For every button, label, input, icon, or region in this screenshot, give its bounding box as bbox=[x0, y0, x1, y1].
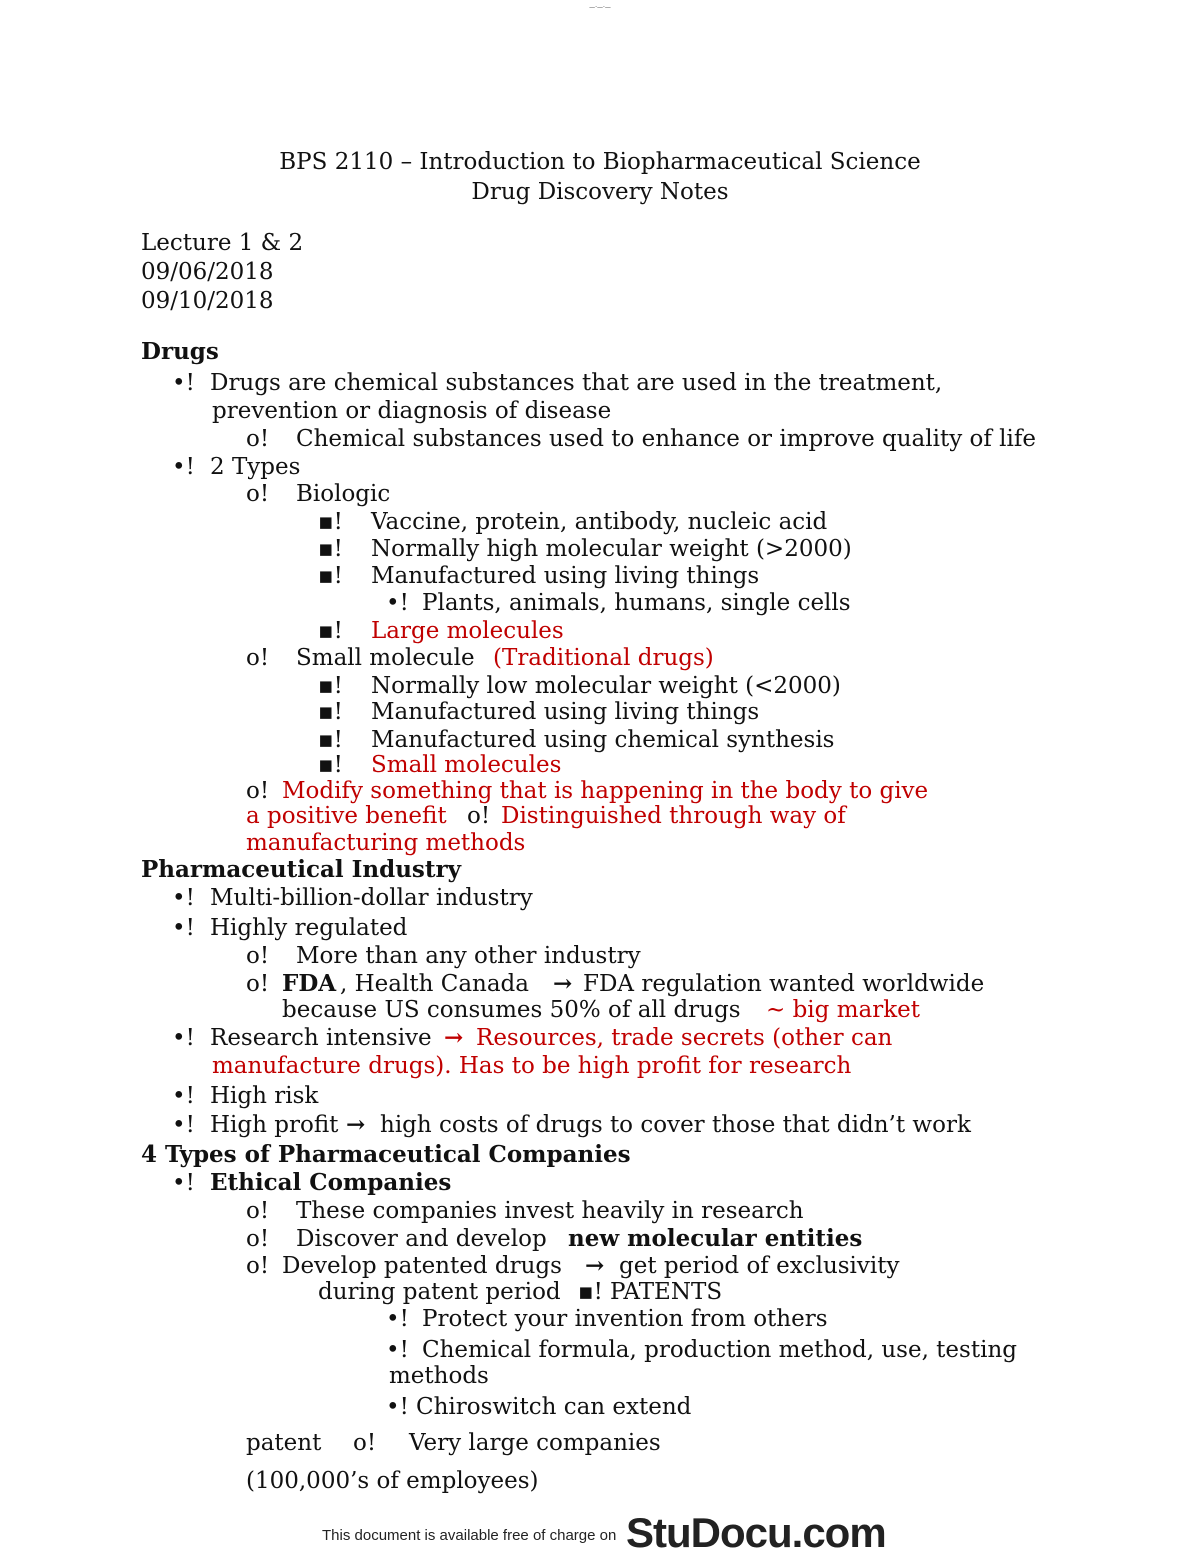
list-item: because US consumes 50% of all drugs bbox=[282, 997, 741, 1023]
document-title: BPS 2110 – Introduction to Biopharmaceutical Science bbox=[279, 149, 921, 175]
bullet-marker: •! bbox=[172, 915, 195, 941]
square-marker: ▪! bbox=[318, 618, 343, 644]
circle-marker: o! bbox=[467, 803, 491, 829]
square-marker: ▪! bbox=[318, 727, 343, 753]
list-item: Biologic bbox=[296, 481, 391, 507]
list-item: Small molecule bbox=[296, 645, 475, 671]
bullet-marker: •! bbox=[172, 1025, 195, 1051]
list-item: patent bbox=[246, 1430, 322, 1456]
list-item: More than any other industry bbox=[296, 943, 641, 969]
list-item: get period of exclusivity bbox=[619, 1253, 900, 1279]
list-item: Normally low molecular weight (<2000) bbox=[371, 673, 841, 699]
list-item: Vaccine, protein, antibody, nucleic acid bbox=[371, 509, 828, 535]
list-item: Develop patented drugs bbox=[282, 1253, 562, 1279]
list-item: Manufactured using living things bbox=[371, 699, 760, 725]
lecture-date-2: 09/10/2018 bbox=[141, 288, 274, 314]
list-item: Very large companies bbox=[409, 1430, 661, 1456]
header-mark: —·—·— bbox=[589, 4, 611, 11]
bullet-marker: •! bbox=[386, 1306, 409, 1332]
list-item: Chiroswitch can extend bbox=[416, 1394, 692, 1420]
bullet-marker: •! bbox=[172, 1170, 195, 1196]
list-item-bold: new molecular entities bbox=[568, 1225, 863, 1252]
list-item: Highly regulated bbox=[210, 915, 408, 941]
list-item: Multi-billion-dollar industry bbox=[210, 885, 533, 911]
bullet-marker: •! bbox=[172, 454, 195, 480]
square-marker: ▪! bbox=[318, 563, 343, 589]
circle-marker: o! bbox=[353, 1430, 377, 1456]
list-item: manufacturing methods bbox=[246, 830, 526, 856]
circle-marker: o! bbox=[246, 481, 270, 507]
square-marker: ▪! bbox=[318, 536, 343, 562]
list-item: PATENTS bbox=[610, 1279, 723, 1305]
square-marker: ▪! bbox=[578, 1279, 603, 1305]
circle-marker: o! bbox=[246, 426, 270, 452]
list-item-highlight: manufacture drugs). Has to be high profit for research bbox=[212, 1053, 852, 1079]
list-item: 2 Types bbox=[210, 454, 301, 480]
list-item: Manufactured using chemical synthesis bbox=[371, 727, 835, 753]
bullet-marker: •! bbox=[386, 1337, 409, 1363]
arrow-icon: → bbox=[444, 1024, 464, 1051]
bullet-marker: •! bbox=[386, 1394, 409, 1420]
circle-marker: o! bbox=[246, 645, 270, 671]
list-item: Modify something that is happening in the body to give bbox=[282, 778, 929, 804]
section-heading-companies: 4 Types of Pharmaceutical Companies bbox=[141, 1141, 631, 1168]
bullet-marker: •! bbox=[172, 1112, 195, 1138]
circle-marker: o! bbox=[246, 1198, 270, 1224]
list-item: Distinguished through way of bbox=[501, 803, 846, 829]
list-item-highlight: ~ big market bbox=[766, 997, 921, 1023]
list-item: These companies invest heavily in research bbox=[296, 1198, 804, 1224]
square-marker: ▪! bbox=[318, 752, 343, 778]
arrow-icon: → bbox=[585, 1252, 605, 1279]
list-item: Plants, animals, humans, single cells bbox=[422, 590, 851, 616]
list-item: Drugs are chemical substances that are used in the treatment, bbox=[210, 370, 943, 396]
circle-marker: o! bbox=[246, 943, 270, 969]
studocu-logo[interactable]: StuDocu.com bbox=[626, 1509, 886, 1556]
list-item: prevention or diagnosis of disease bbox=[212, 398, 612, 424]
square-marker: ▪! bbox=[318, 673, 343, 699]
section-heading-industry: Pharmaceutical Industry bbox=[141, 856, 461, 883]
list-item: FDA regulation wanted worldwide bbox=[583, 971, 985, 997]
circle-marker: o! bbox=[246, 1253, 270, 1279]
bullet-marker: •! bbox=[386, 590, 409, 616]
list-item: High profit bbox=[210, 1112, 339, 1138]
bullet-marker: •! bbox=[172, 885, 195, 911]
list-item-highlight: (Traditional drugs) bbox=[493, 645, 714, 671]
list-item: Manufactured using living things bbox=[371, 563, 760, 589]
circle-marker: o! bbox=[246, 778, 270, 804]
list-item: during patent period bbox=[318, 1279, 561, 1305]
bullet-marker: •! bbox=[172, 1083, 195, 1109]
lecture-label: Lecture 1 & 2 bbox=[141, 230, 304, 256]
list-item: Small molecules bbox=[371, 752, 562, 778]
footer-bar bbox=[0, 1505, 1200, 1563]
square-marker: ▪! bbox=[318, 509, 343, 535]
circle-marker: o! bbox=[246, 971, 270, 997]
document-subtitle: Drug Discovery Notes bbox=[471, 179, 729, 205]
square-marker: ▪! bbox=[318, 699, 343, 725]
list-item: Normally high molecular weight (>2000) bbox=[371, 536, 852, 562]
list-item: (100,000’s of employees) bbox=[246, 1468, 539, 1494]
lecture-date-1: 09/06/2018 bbox=[141, 259, 274, 285]
list-item-bold: FDA bbox=[282, 970, 337, 997]
footer-availability-text: This document is available free of charge on bbox=[322, 1527, 617, 1544]
list-item: methods bbox=[389, 1363, 489, 1389]
list-item: high costs of drugs to cover those that didn’t work bbox=[380, 1112, 971, 1138]
arrow-icon: → bbox=[346, 1111, 366, 1138]
list-item-bold: Ethical Companies bbox=[210, 1169, 452, 1196]
list-item: High risk bbox=[210, 1083, 319, 1109]
list-item: a positive benefit bbox=[246, 803, 447, 829]
list-item: Discover and develop bbox=[296, 1226, 547, 1252]
bullet-marker: •! bbox=[172, 370, 195, 396]
section-heading-drugs: Drugs bbox=[141, 338, 219, 365]
list-item-highlight: Resources, trade secrets (other can bbox=[476, 1025, 893, 1051]
list-item: , Health Canada bbox=[340, 971, 529, 997]
list-item: Protect your invention from others bbox=[422, 1306, 828, 1332]
list-item: Research intensive bbox=[210, 1025, 432, 1051]
arrow-icon: → bbox=[553, 970, 573, 997]
list-item: Large molecules bbox=[371, 618, 564, 644]
list-item: Chemical formula, production method, use, testing bbox=[422, 1337, 1017, 1363]
list-item: Chemical substances used to enhance or improve quality of life bbox=[296, 426, 1037, 452]
circle-marker: o! bbox=[246, 1226, 270, 1252]
